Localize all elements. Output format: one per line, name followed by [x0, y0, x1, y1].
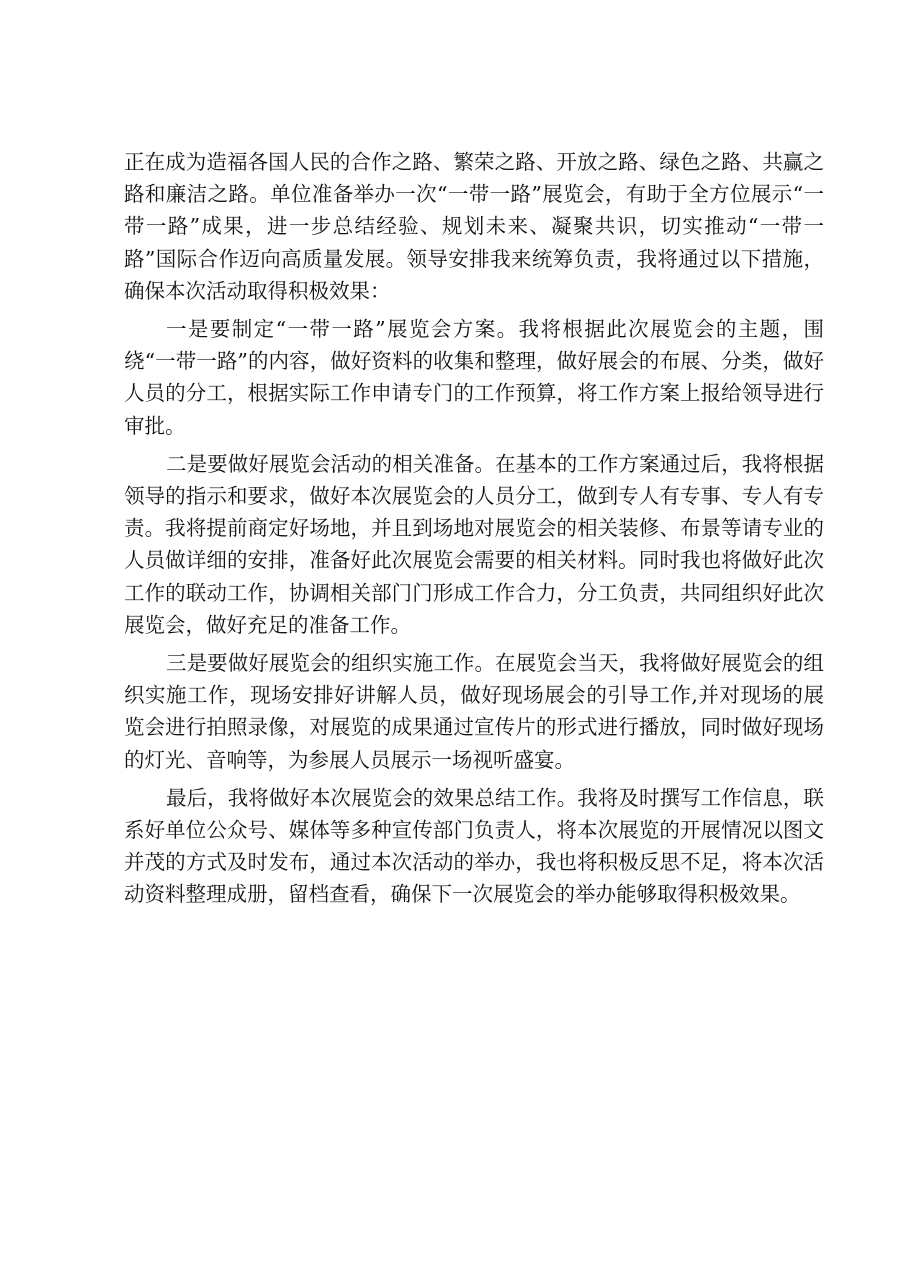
paragraph-step-two: 二是要做好展览会活动的相关准备。在基本的工作方案通过后，我将根据领导的指示和要求，做好本次展览会的人员分工，做到专人有专事、专人有专责。我将提前商定好场地，并且到场地对展览会的相关装修、布景等请专业的人员做详细的安排，准备好此次展览会需要的相关材料。同时我也将做好此次工作的联动工作，协调相关部门门形成工作合力，分工负责，共同组织好此次展览会，做好充足的准备工作。 [124, 451, 824, 637]
paragraph-intro: 正在成为造福各国人民的合作之路、繁荣之路、开放之路、绿色之路、共赢之路和廉洁之路。单位准备举办一次“一带一路”展览会，有助于全方位展示“一带一路”成果，进一步总结经验、规划未来、凝聚共识，切实推动“一带一路”国际合作迈向高质量发展。领导安排我来统筹负责，我将通过以下措施，确保本次活动取得积极效果： [124, 150, 824, 303]
document-body [124, 146, 824, 917]
paragraph-step-one: 一是要制定“一带一路”展览会方案。我将根据此次展览会的主题，围绕“一带一路”的内容，做好资料的收集和整理，做好展会的布展、分类，做好人员的分工，根据实际工作申请专门的工作预算，将工作方案上报给领导进行审批。 [124, 317, 824, 438]
paragraph-step-three: 三是要做好展览会的组织实施工作。在展览会当天，我将做好展览会的组织实施工作，现场安排好讲解人员，做好现场展会的引导工作,并对现场的展览会进行拍照录像，对展览的成果通过宣传片的形式进行播放，同时做好现场的灯光、音响等，为参展人员展示一场视听盛宴。 [124, 651, 824, 772]
paragraph-final: 最后，我将做好本次展览会的效果总结工作。我将及时撰写工作信息，联系好单位公众号、媒体等多种宣传部门负责人，将本次展览的开展情况以图文并茂的方式及时发布，通过本次活动的举办，我也将积极反思不足，将本次活动资料整理成册，留档查看，确保下一次展览会的举办能够取得积极效果。 [124, 785, 824, 907]
